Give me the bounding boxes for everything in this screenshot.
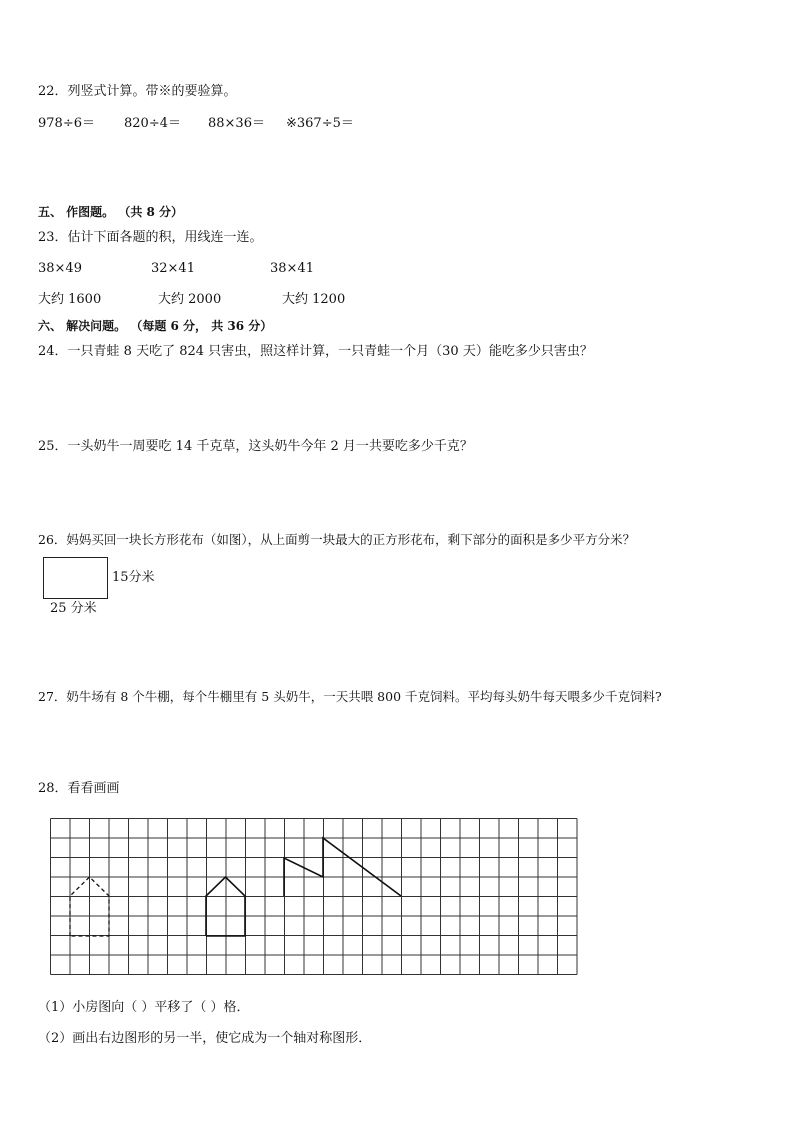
q28-sub1: （1）小房图向（ ）平移了（ ）格． [38, 1000, 250, 1015]
q23-estimate-3: 大约 1200 [282, 292, 346, 307]
section5-heading: 五、 作图题。 （共 8 分） [38, 205, 184, 219]
q22-title: 22．列竖式计算。带※的要验算。 [38, 84, 237, 99]
q23-estimate-2: 大约 2000 [158, 292, 222, 307]
drawing-grid [50, 818, 580, 978]
q26-height-label: 15分米 [112, 570, 155, 585]
fabric-rectangle [43, 557, 108, 599]
q23-estimate-1: 大约 1600 [38, 292, 102, 307]
q24-text: 24．一只青蛙 8 天吃了 824 只害虫，照这样计算，一只青蛙一个月（30 天）能吃多少只害虫？ [38, 344, 593, 359]
q23-title: 23．估计下面各题的积，用线连一连。 [38, 230, 263, 245]
q26-text: 26．妈妈买回一块长方形花布（如图），从上面剪一块最大的正方形花布，剩下部分的面积是多少平方分米？ [38, 532, 636, 547]
calc-item-2: 820÷4＝ [124, 116, 181, 131]
q23-product-1: 38×49 [38, 261, 82, 276]
q28-title: 28．看看画画 [38, 781, 120, 796]
q23-product-3: 38×41 [270, 261, 314, 276]
q27-text: 27．奶牛场有 8 个牛棚，每个牛棚里有 5 头奶牛，一天共喂 800 千克饲料。平均每头奶牛每天喂多少千克饲料? [38, 689, 662, 704]
q25-text: 25．一头奶牛一周要吃 14 千克草，这头奶牛今年 2 月一共要吃多少千克？ [38, 439, 473, 454]
section6-heading: 六、 解决问题。 （每题 6 分， 共 36 分） [38, 319, 273, 333]
q26-width-label: 25 分米 [50, 601, 97, 616]
calc-item-3: 88×36＝ [208, 116, 265, 131]
calc-item-1: 978÷6＝ [38, 116, 95, 131]
q23-product-2: 32×41 [151, 261, 195, 276]
calc-item-4: ※367÷5＝ [286, 116, 354, 131]
q28-sub2: （2）画出右边图形的另一半，使它成为一个轴对称图形． [38, 1031, 372, 1046]
